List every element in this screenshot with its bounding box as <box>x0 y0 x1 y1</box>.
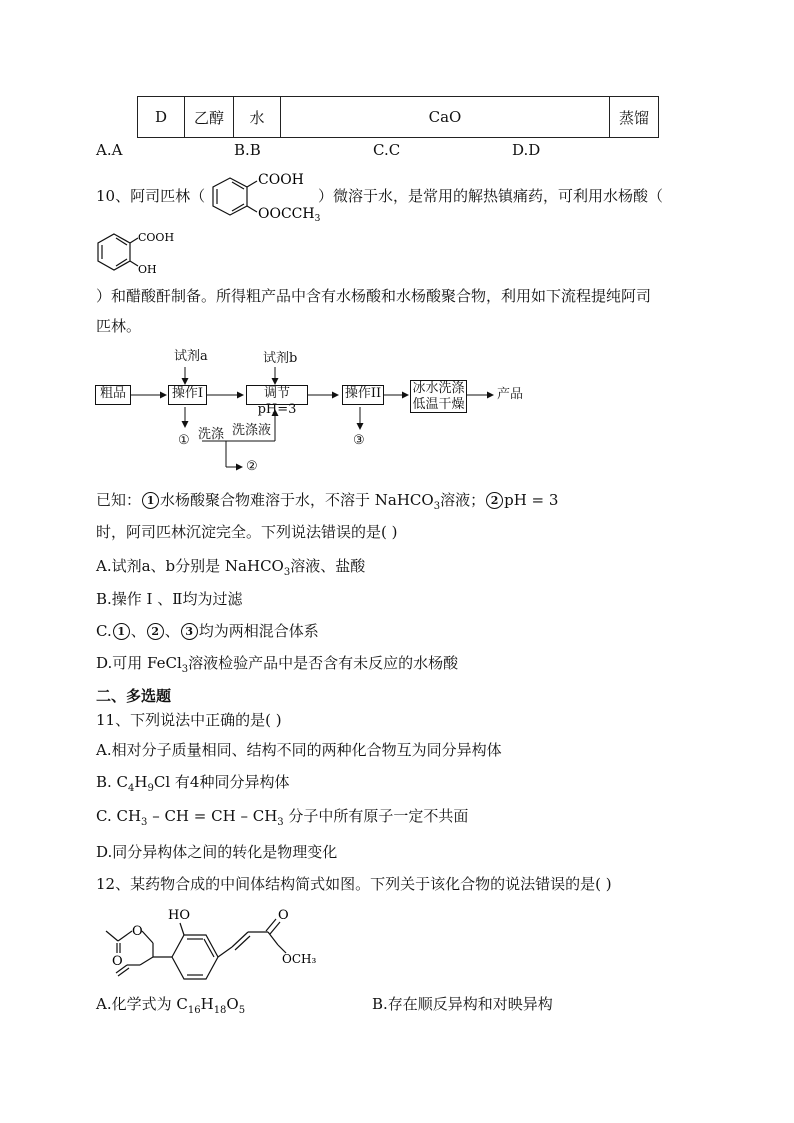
adjust-ph-box: 调节pH=3 <box>246 385 308 405</box>
op1-box: 操作I <box>168 385 207 405</box>
table-cell: D <box>138 97 185 138</box>
o-label: O <box>112 954 123 969</box>
choice-a: A.A <box>96 141 123 159</box>
table-cell: 乙醇 <box>185 97 234 138</box>
q11-stem: 11、下列说法中正确的是( ) <box>96 711 282 729</box>
cooh-label: COOH <box>138 231 175 244</box>
q11-option-a: A.相对分子质量相同、结构不同的两种化合物互为同分异构体 <box>96 741 502 759</box>
q9-table <box>137 96 659 138</box>
crude-box: 粗品 <box>95 385 131 405</box>
q11-option-c: C. $CH_3$ – CH = CH – $CH_3$ 分子中所有原子一定不共面 <box>96 807 469 828</box>
wash-dry-line1: 冰水洗涤 <box>412 381 465 396</box>
q10-line3: 匹林。 <box>96 317 142 335</box>
q10-option-c: C. 1 、 2 、 3 均为两相混合体系 <box>96 622 319 640</box>
wash-dry-line2: 低温干燥 <box>412 397 465 412</box>
table-cell: 蒸馏 <box>610 97 659 138</box>
reagent-b-label: 试剂b <box>263 351 298 366</box>
wash-label: 洗涤 <box>198 427 225 442</box>
wash-dry-box <box>410 380 467 413</box>
oh-label: OH <box>138 263 157 276</box>
circle-1-label: ① <box>178 433 190 448</box>
q11-option-b: B. $C_4H_9Cl$ 有4种同分异构体 <box>96 773 290 794</box>
q10-known: 已知： 1 水杨酸聚合物难溶于水，不溶于 NaHCO$_3$溶液； 2 pH = 3 <box>96 491 559 512</box>
q12-option-a: A.化学式为 $C_{16}H_{18}O_5$ <box>96 995 246 1016</box>
q10-option-d: D.可用 FeCl$_3$溶液检验产品中是否含有未反应的水杨酸 <box>96 654 459 675</box>
circle-2-label: ② <box>246 459 258 474</box>
choice-b: B.B <box>234 141 261 159</box>
table-cell: 水 <box>234 97 281 138</box>
table-cell: CaO <box>281 97 610 138</box>
q11-option-d: D.同分异构体之间的转化是物理变化 <box>96 843 338 861</box>
purification-flowchart <box>90 345 560 475</box>
q10-option-b: B.操作 Ⅰ 、Ⅱ均为过滤 <box>96 590 243 608</box>
product-label: 产品 <box>497 387 524 402</box>
flow-arrows <box>90 345 560 475</box>
reagent-a-label: 试剂a <box>174 349 208 364</box>
choice-c: C.C <box>373 141 401 159</box>
q12-stem: 12、某药物合成的中间体结构简式如图。下列关于该化合物的说法错误的是( ) <box>96 875 612 893</box>
q12-option-b: B.存在顺反异构和对映异构 <box>372 995 553 1013</box>
choice-d: D.D <box>512 141 541 159</box>
q12-structure <box>96 905 336 985</box>
wash-liquid-label: 洗涤液 <box>232 423 272 438</box>
cooh-label: COOH <box>258 172 304 188</box>
q10-suffix: ）微溶于水，是常用的解热镇痛药，可利用水杨酸（ <box>318 187 664 205</box>
ester-label: $OOCCH_3$ <box>258 206 321 224</box>
o-label: O <box>278 908 289 923</box>
salicylic-acid-structure <box>92 226 192 282</box>
q9-choices <box>96 140 596 160</box>
ho-label: HO <box>168 908 190 923</box>
table-row <box>138 97 659 138</box>
aspirin-structure <box>205 166 325 226</box>
q10-option-a: A.试剂a、b分别是 NaHCO$_3$溶液、盐酸 <box>96 557 366 578</box>
q10-line2: ）和醋酸酐制备。所得粗产品中含有水杨酸和水杨酸聚合物，利用如下流程提纯阿司 <box>96 287 652 305</box>
q10-known-line2: 时，阿司匹林沉淀完全。下列说法错误的是( ) <box>96 523 398 541</box>
q10-prefix: 10、阿司匹林（ <box>96 187 206 205</box>
op2-box: 操作II <box>342 385 384 405</box>
och3-label: OCH₃ <box>282 952 317 966</box>
o-label: O <box>132 924 143 939</box>
circle-3-label: ③ <box>353 433 365 448</box>
section-heading: 二、多选题 <box>96 687 172 705</box>
